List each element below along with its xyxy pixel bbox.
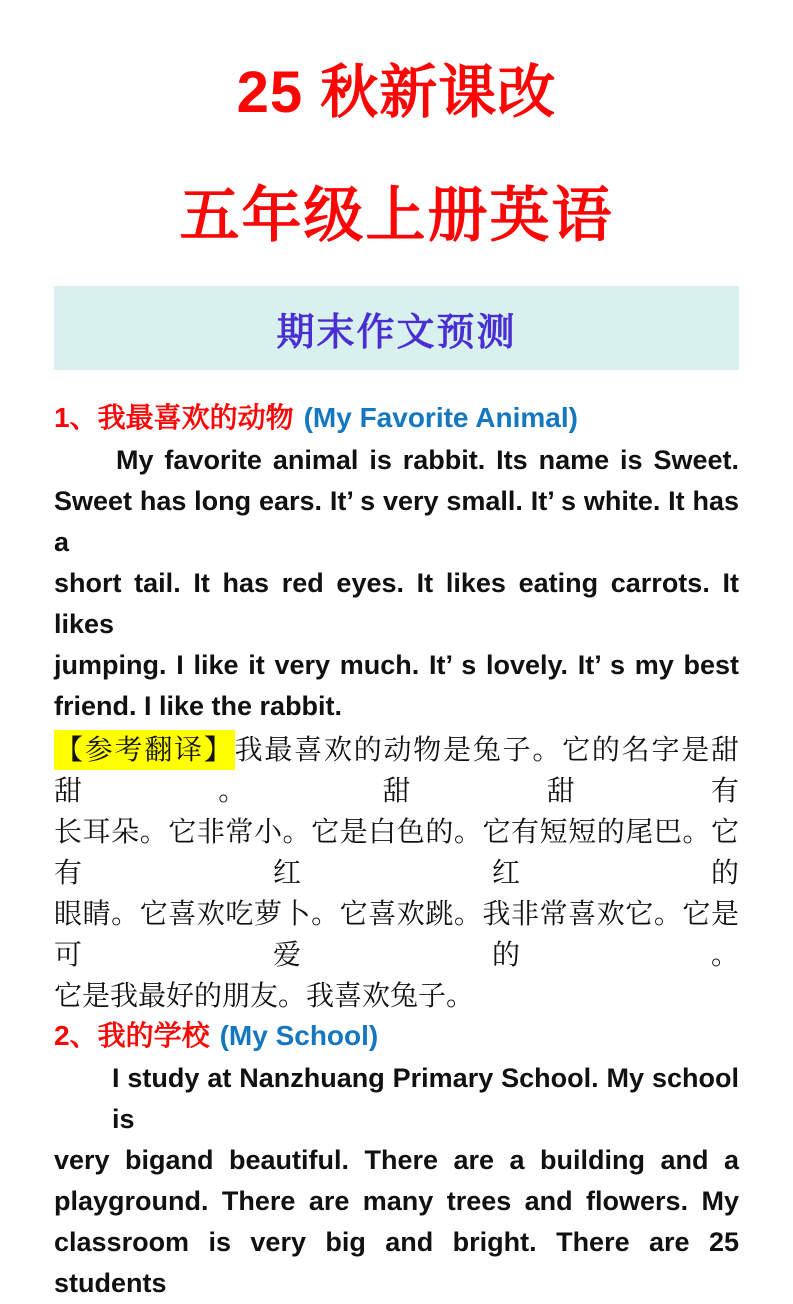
- section1-essay: [54, 440, 739, 727]
- translation-label: 【参考翻译】: [54, 730, 235, 770]
- section1-heading: [54, 400, 739, 436]
- essay1-line-4: jumping. I like it very much. It’ s lovely. It’ s my best: [54, 650, 739, 680]
- essay1-line-5: friend. I like the rabbit.: [54, 691, 343, 721]
- essay1-line-2: Sweet has long ears. It’ s very small. It’ s white. It has a: [54, 486, 739, 557]
- banner: [54, 286, 739, 370]
- essay1-line-1: My favorite animal is rabbit. Its name is Sweet.: [116, 445, 739, 475]
- translation-line-4: 它是我最好的朋友。我喜欢兔子。: [54, 980, 475, 1011]
- essay2-line-4: classroom is very big and bright. There are 25 students: [54, 1227, 739, 1298]
- section2-heading-zh: 2、我的学校: [54, 1020, 210, 1051]
- translation-line-2: 长耳朵。它非常小。它是白色的。它有短短的尾巴。它有红红的: [54, 816, 739, 888]
- main-title-line2: 五年级上册英语: [179, 182, 614, 249]
- essay2-line-1: I study at Nanzhuang Primary School. My school is: [112, 1063, 739, 1134]
- section1-heading-en: (My Favorite Animal): [303, 402, 578, 433]
- translation-line-3: 眼睛。它喜欢吃萝卜。它喜欢跳。我非常喜欢它。它是可爱的。: [54, 898, 739, 970]
- essay1-line-3: short tail. It has red eyes. It likes eating carrots. It likes: [54, 568, 739, 639]
- banner-title: 期末作文预测: [276, 311, 517, 354]
- section1-heading-zh: 1、我最喜欢的动物: [54, 402, 294, 433]
- section2-heading: [54, 1018, 739, 1054]
- section1-translation: [54, 729, 739, 1016]
- worksheet-page: [0, 54, 793, 1298]
- translation-text-1: 我最喜欢的动物是兔子。它的名字是甜甜。甜甜有: [54, 734, 739, 806]
- essay2-line-3: playground. There are many trees and flowers. My: [54, 1186, 739, 1216]
- section2-heading-en: (My School): [219, 1020, 379, 1051]
- translation-line-1: [54, 729, 739, 811]
- essay2-line-2: very bigand beautiful. There are a building and a: [54, 1145, 739, 1175]
- content-area: [0, 400, 793, 1304]
- main-title-line1: 25 秋新课改: [236, 60, 557, 125]
- section2-essay: [54, 1058, 739, 1304]
